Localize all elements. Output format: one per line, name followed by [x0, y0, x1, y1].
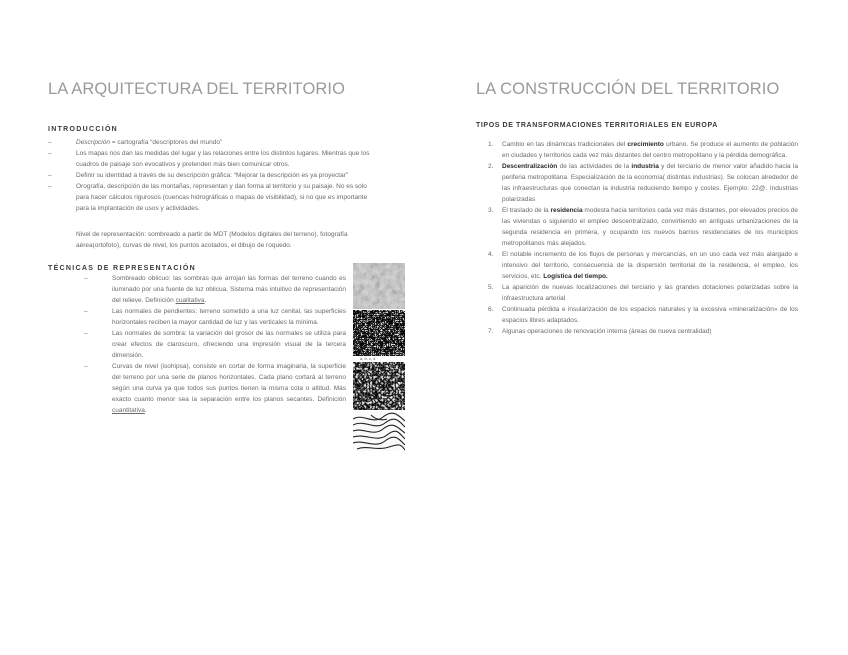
intro-item — [48, 137, 378, 148]
shaded-relief-image — [353, 263, 405, 309]
transformation-item — [476, 282, 798, 304]
item-text: Cambio en las dinámicas tradicionales del — [502, 141, 628, 148]
transformation-item — [476, 249, 798, 282]
intro-item-text: Los mapas nos dan las medidas del lugar y las relaciones entre los distintos lugares. Mientras que los cuadros de paisaje son evocativos y pretenden más bien comunicar otros. — [76, 150, 370, 168]
item-text: Algunas operaciones de renovación interna (áreas de nueva centralidad) — [502, 328, 712, 335]
item-number: 1. — [488, 141, 494, 148]
types-list — [476, 139, 798, 337]
item-number: 2. — [488, 163, 494, 170]
technique-text: Las normales de pendientes: terreno sometido a una luz cenital, las superficies horizontales reciben la mayor cantidad de luz y las verticales la mínima. — [112, 308, 346, 326]
item-number: 3. — [488, 207, 494, 214]
intro-heading: INTRODUCCIÓN — [48, 126, 119, 133]
item-keyword: Descentralización — [502, 163, 558, 170]
intro-note: Nivel de representación: sombreado a partir de MDT (Modelos digitales del terreno), fotografía aérea(ortofoto), curvas de nivel, los puntos acotados, el dibujo de roquedo. — [76, 231, 348, 249]
item-number: 6. — [488, 306, 494, 313]
item-text: La aparición de nuevas localizaciones del terciario y las grandes dotaciones polarizadas sobre la infraestructura arterial — [502, 284, 798, 302]
transformation-item — [476, 161, 798, 205]
shadow-normals-image — [353, 362, 405, 410]
intro-item-text: = cartografía “descriptores del mundo” — [109, 139, 223, 146]
technique-text: Curvas de nivel (isohipsa), consiste en cortar de forma imaginaria, la superficie del terreno por una serie de planos horizontales. Cada plano cortará al terreno según una curva ya que todos sus puntos tienen la misma cota o altitud. Más exacto cuanto menor sea la separación entre los planos secantes. Definición — [112, 363, 346, 403]
intro-list — [48, 137, 378, 214]
intro-item — [48, 181, 378, 214]
technique-end: . — [204, 297, 207, 304]
technique-definition-link: cuantitativa — [112, 407, 145, 414]
item-text: El notable incremento de los flujos de personas y mercancías, en un uso cada vez más alargado e intensivo del territorio, consecuencia de la dispersión territorial de la residencia, el empleo, los servicios, etc. — [502, 251, 798, 280]
item-number: 5. — [488, 284, 494, 291]
slope-normals-image — [353, 310, 405, 356]
item-number: 4. — [488, 251, 494, 258]
technique-item — [84, 328, 346, 361]
transformation-item — [476, 205, 798, 249]
images-caption: a, b, c, d — [360, 356, 376, 361]
intro-item-term: Descripción — [76, 139, 110, 146]
item-keyword: residencia — [550, 207, 583, 214]
transformation-item — [476, 304, 798, 326]
intro-item — [48, 170, 378, 181]
technique-item — [84, 306, 346, 328]
technique-item — [84, 361, 346, 416]
technique-end: . — [144, 407, 147, 414]
intro-item — [48, 148, 378, 170]
techniques-list — [84, 273, 346, 416]
transformation-item — [476, 139, 798, 161]
technique-text: Las normales de sombra: la variación del grosor de las normales se utiliza para crear efectos de claroscuro, ofreciendo una impresión visual de la tercera dimensión. — [112, 330, 346, 359]
item-text: Continuada pérdida e insularización de los espacios naturales y la excesiva «mineralización» de los espacios libres adaptados. — [502, 306, 798, 324]
item-text: modesta hacia territorios cada vez más distantes, por elevados precios de las viviendas o siguiendo el empleo descentralizado, convirtiendo en antiguas urbanizaciones de la segunda residencia en primera, y ocupando los nuevos barrios residenciales de los municipios metropolitanos más alejados. — [502, 207, 798, 247]
contour-lines-image — [353, 411, 405, 451]
technique-definition-link: cualitativa — [175, 297, 205, 304]
left-title: LA ARQUITECTURA DEL TERRITORIO — [48, 80, 346, 98]
right-title: LA CONSTRUCCIÓN DEL TERRITORIO — [476, 80, 780, 98]
item-keyword: Logística del tiempo. — [543, 273, 608, 280]
transformation-item — [476, 326, 798, 337]
technique-item — [84, 273, 346, 306]
types-heading: TIPOS DE TRANSFORMACIONES TERRITORIALES EN EUROPA — [476, 122, 718, 129]
intro-item-text: Definir su identidad a través de su descripción gráfica: “Mejorar la descripción es ya proyectar” — [76, 172, 349, 179]
item-text: y del terciario de menor valor añadido hacia la periferia metropolitana. Especialización de la economía( distintas industrias). Se colocan alrededor de las infraestructuras que conectan la industria reduciendo tiempo y costes. Ejemplo: 22@. Industrias polarizadas — [502, 163, 798, 203]
intro-item-text: Orografía, descripción de las montañas, representan y dan forma al territorio y su paisaje. No es solo para hacer cálculos rigurosos (cuencas hidrográficas o mapas de visibilidad), si no que es importante para la implantación de usos y actividades. — [76, 183, 368, 212]
item-keyword: crecimiento — [627, 141, 664, 148]
item-text: de las actividades de la — [557, 163, 632, 170]
item-keyword: industria — [631, 163, 659, 170]
techniques-heading: TÉCNICAS DE REPRESENTACIÓN — [48, 265, 197, 272]
item-text: urbano. Se produce el aumento de población en ciudades y territorios cada vez más distantes del centro metropolitano y la pérdida demográfica. — [502, 141, 799, 159]
technique-text: Sombreado oblicuo: las sombras que arrojan las formas del terreno cuando es iluminado por una fuente de luz oblicua. Sistema más intuitivo de representación del relieve. Definición — [112, 275, 346, 304]
item-number: 7. — [488, 328, 494, 335]
item-text: El traslado de la — [502, 207, 551, 214]
